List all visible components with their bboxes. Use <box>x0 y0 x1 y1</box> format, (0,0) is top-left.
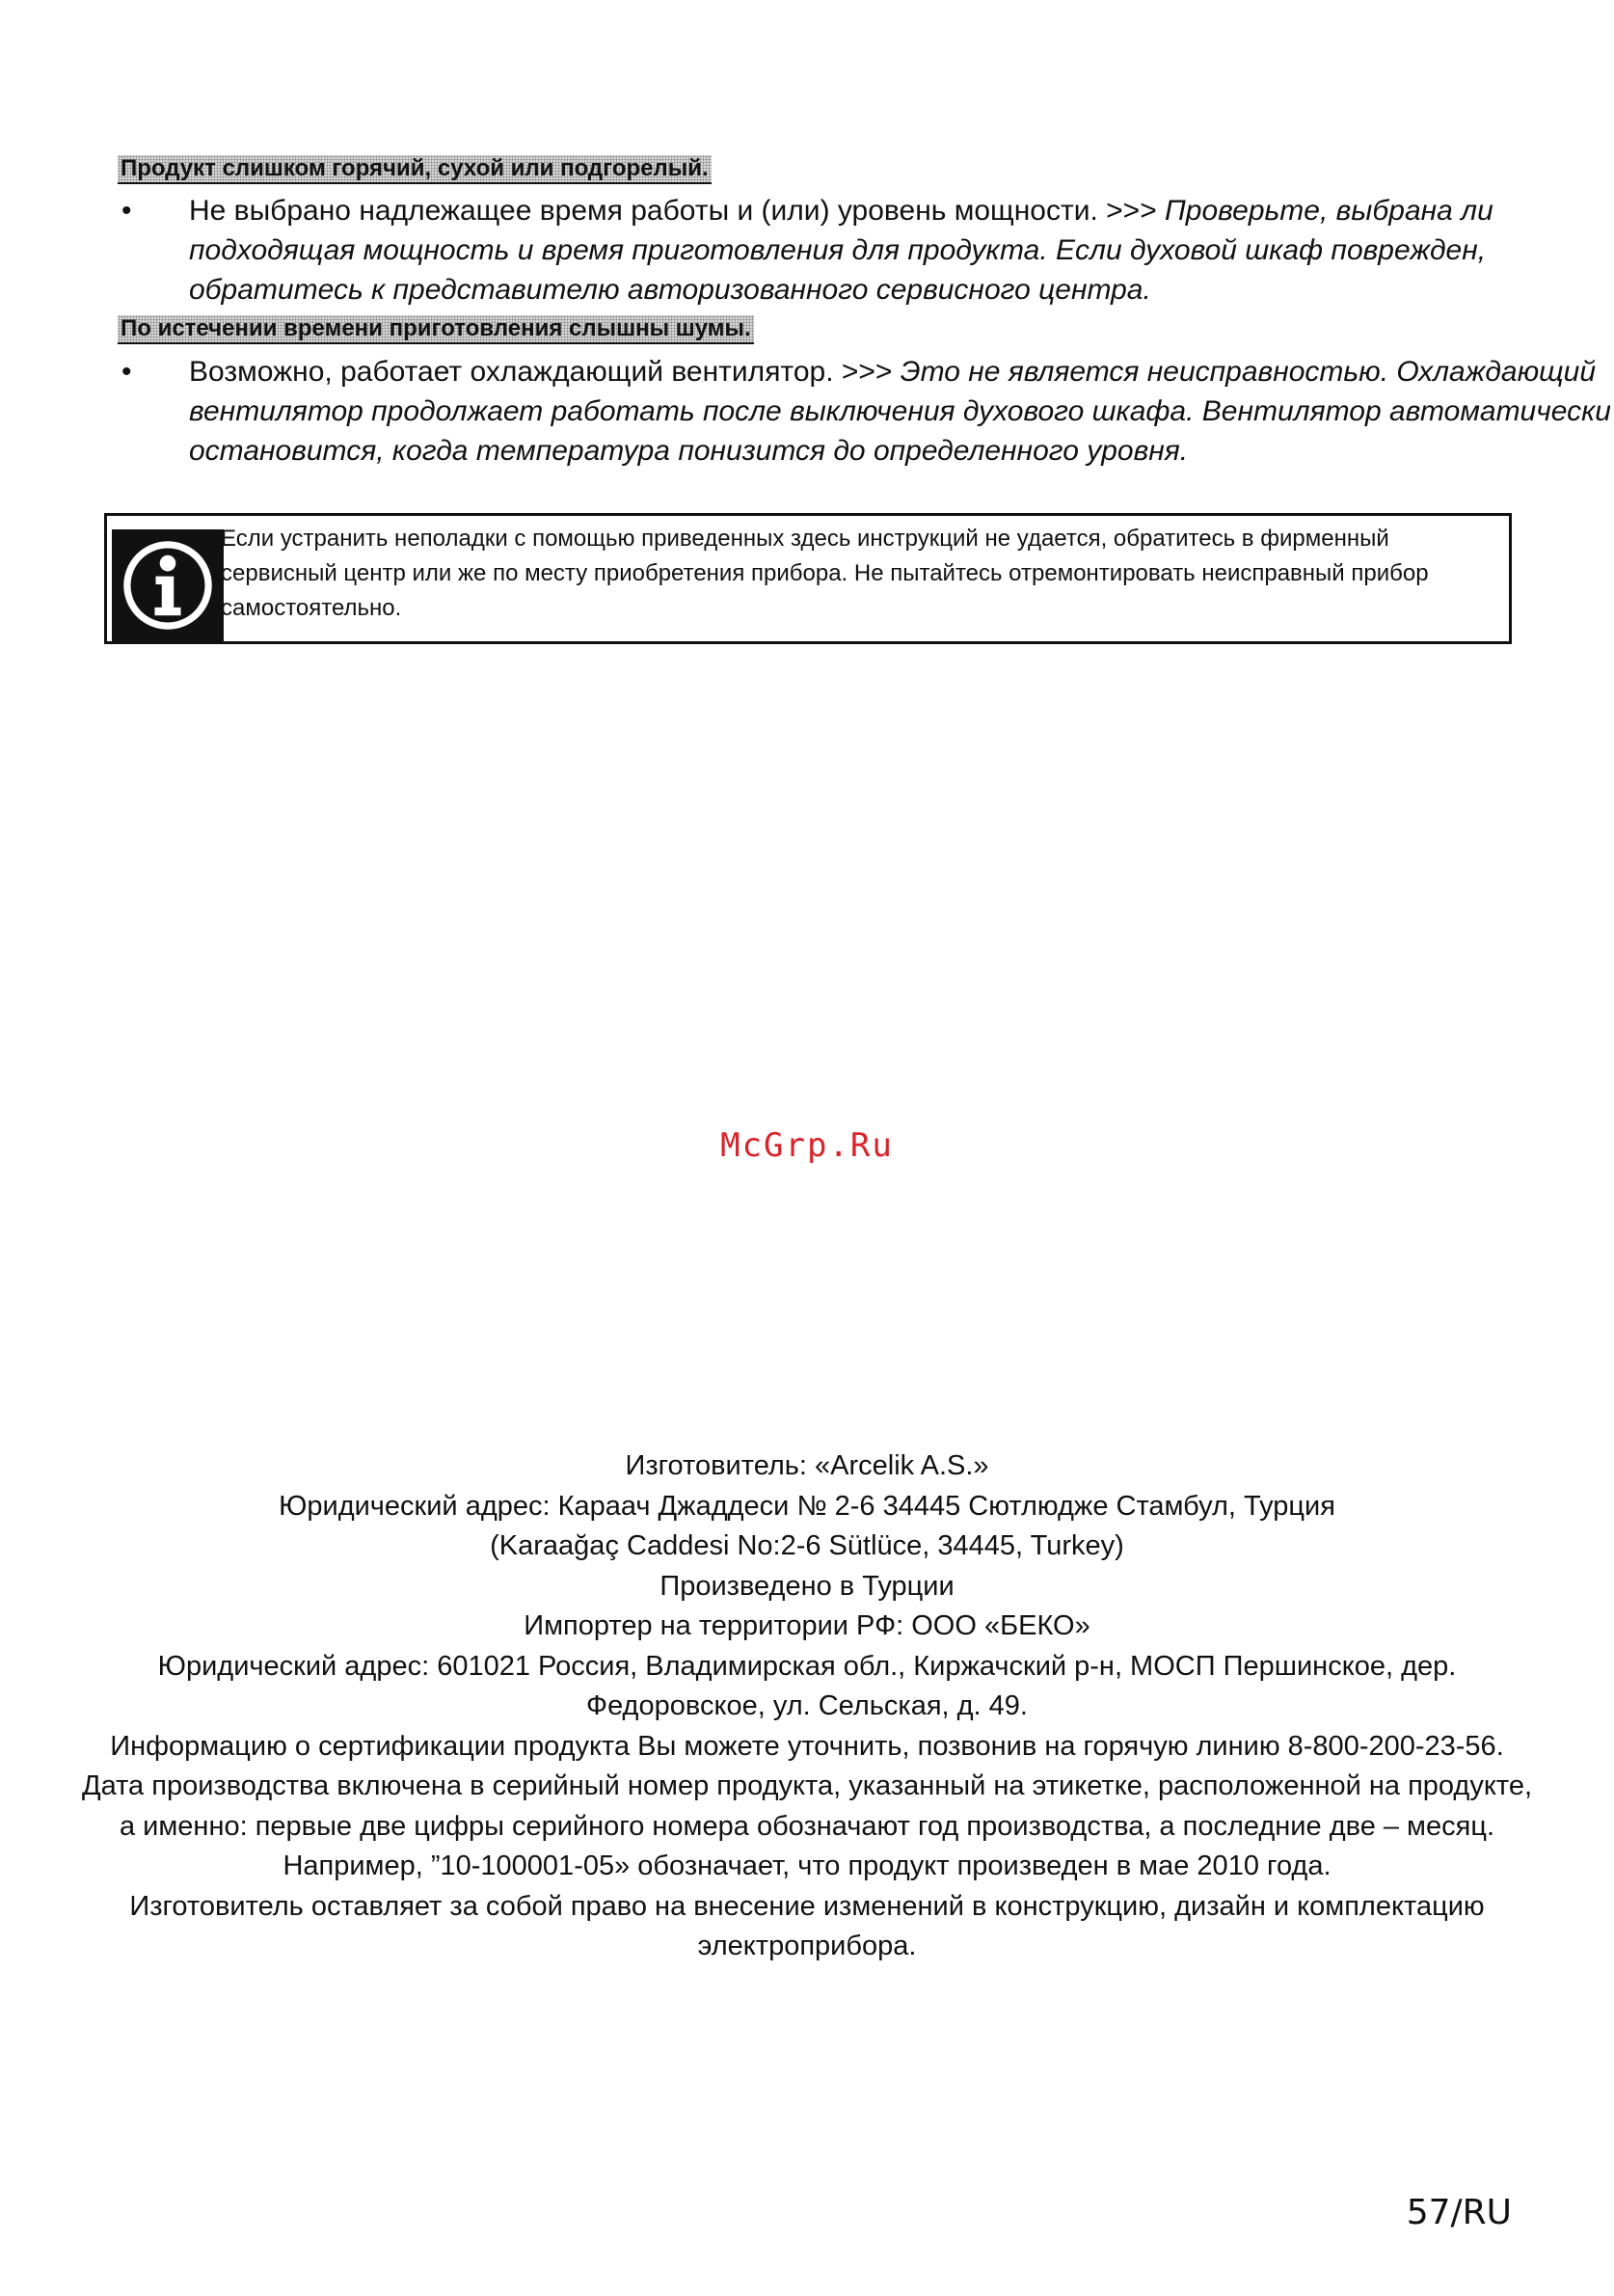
legal-address-line: Юридический адрес: Караач Джаддеси № 2-6 34445 Сютлюдже Стамбул, Турция <box>279 1490 1335 1522</box>
section-heading-overheated: Продукт слишком горячий, сухой или подгорелый. <box>118 155 712 184</box>
bullet-item-text <box>189 352 1614 471</box>
problem-cause: Не выбрано надлежащее время работы и (или) уровень мощности. >>> <box>189 195 1166 227</box>
info-notice-text: Если устранить неполадки с помощью приведенных здесь инструкций не удается, обратитесь в фирменный сервисный центр или же по месту приобретения прибора. Не пытайтесь отремонтировать неисправный прибор самостоятельно. <box>221 526 1429 621</box>
bullet-item-text <box>189 191 1614 310</box>
problem-remedy: Проверьте, выбрана ли подходящая мощность и время приготовления для продукта. Если духовой шкаф поврежден, обратитесь к представителю авторизованного сервисного центра. <box>189 195 1493 306</box>
bullet-marker: • <box>121 356 132 388</box>
importer-address-line: Юридический адрес: 601021 Россия, Владимирская обл., Киржачский р-н, МОСП Першинское, дер. Федоровское, ул. Сельская, д. 49. <box>157 1650 1457 1721</box>
manufacturer-line: Изготовитель: «Arcelik A.S.» <box>625 1450 989 1481</box>
made-in-line: Произведено в Турции <box>659 1570 955 1602</box>
info-icon-graphic <box>118 535 218 635</box>
page-number: 57/RU <box>1406 2193 1512 2232</box>
info-notice-box <box>104 513 1512 644</box>
production-date-line: Дата производства включена в серийный номер продукта, указанный на этикетке, расположенной на продукте, а именно: первые две цифры серийного номера обозначают год производства, а последние две – месяц. Например, ”10-100001-05» обозначает, что продукт произведен в мае 2010 года. <box>81 1770 1533 1881</box>
info-icon <box>112 529 224 641</box>
manufacturer-info <box>77 1446 1537 1967</box>
section-heading-noise: По истечении времени приготовления слышны шумы. <box>118 315 754 344</box>
problem-remedy: Это не является неисправностью. Охлаждающий вентилятор продолжает работать после выключения духового шкафа. Вентилятор автоматически остановится, когда температура понизится до определенного уровня. <box>189 356 1611 467</box>
problem-cause: Возможно, работает охлаждающий вентилятор. >>> <box>189 356 901 388</box>
bullet-marker: • <box>121 195 132 227</box>
certification-line: Информацию о сертификации продукта Вы можете уточнить, позвонив на горячую линию 8-800-200-23-56. <box>110 1730 1504 1762</box>
legal-address-latin-line: (Karaağaç Caddesi No:2-6 Sütlüce, 34445, Turkey) <box>490 1530 1124 1561</box>
importer-line: Импортер на территории РФ: ООО «БЕКО» <box>524 1610 1090 1641</box>
disclaimer-line: Изготовитель оставляет за собой право на внесение изменений в конструкцию, дизайн и комплектацию электроприбора. <box>129 1890 1485 1961</box>
watermark: McGrp.Ru <box>720 1126 894 1165</box>
